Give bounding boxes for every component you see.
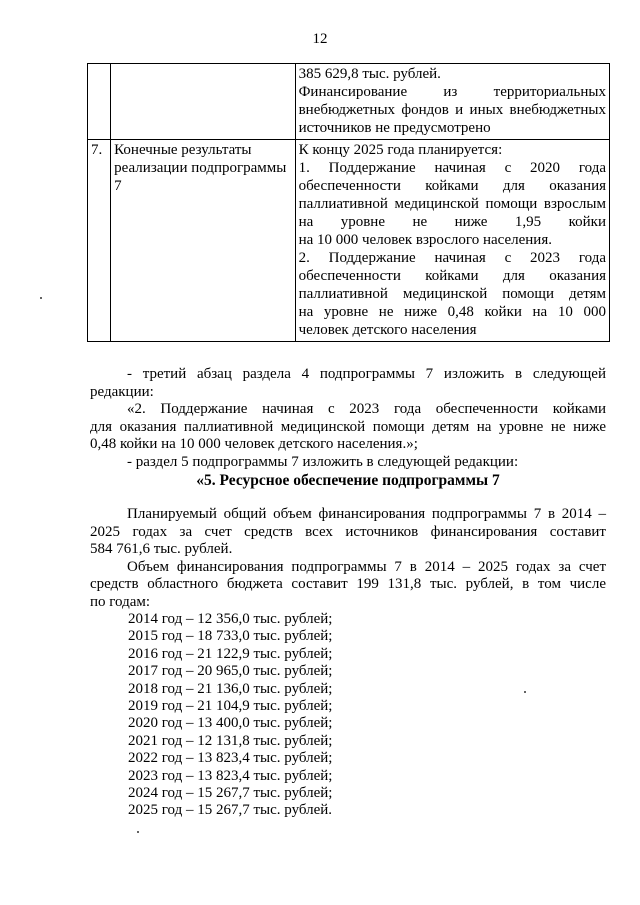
row-name-line: реализации подпрограммы 7	[114, 160, 287, 194]
row-name-cell	[111, 140, 295, 342]
amendment-paragraph	[90, 366, 606, 471]
list-item: 2021 год – 12 131,8 тыс. рублей;	[128, 732, 333, 749]
quote-line: «2. Поддержание начиная с 2023 года обеспеченности койками	[127, 401, 606, 417]
table-text-line: 1. Поддержание начиная с 2020 года	[298, 160, 606, 176]
scan-speck	[40, 297, 42, 299]
table-text-line: паллиативной медицинской помощи взрослым	[298, 196, 606, 212]
table-text-line: 385 629,8 тыс. рублей.	[298, 66, 441, 82]
list-item: 2019 год – 21 104,9 тыс. рублей;	[128, 698, 333, 715]
text-line: 2025 годах за счет средств всех источников финансирования составит	[90, 523, 606, 540]
list-item: 2016 год – 21 122,9 тыс. рублей;	[128, 645, 333, 662]
years-list	[128, 611, 606, 820]
table-text-line: на 10 000 человек взрослого населения.	[298, 232, 552, 248]
list-item: 2024 год – 15 267,7 тыс. рублей;	[128, 785, 333, 802]
text-line: - третий абзац раздела 4 подпрограммы 7 изложить в следующей	[127, 366, 606, 382]
scan-speck	[524, 691, 526, 693]
table-row	[88, 64, 610, 140]
table-text-line: обеспеченности койками для оказания	[298, 268, 606, 284]
table-text-line: 2. Поддержание начиная с 2023 года	[298, 250, 606, 266]
quote-line: для оказания паллиативной медицинской помощи детям на уровне не ниже	[90, 418, 606, 435]
text-line: Объем финансирования подпрограммы 7 в 2014 – 2025 годах за счет	[127, 558, 606, 575]
list-item: 2018 год – 21 136,0 тыс. рублей;	[128, 680, 333, 697]
table-text-line: человек детского населения	[298, 322, 477, 338]
table-text-line: обеспеченности койками для оказания	[298, 178, 606, 194]
list-item: 2015 год – 18 733,0 тыс. рублей;	[128, 628, 333, 645]
text-line: по годам:	[90, 593, 151, 610]
row-name-line: Конечные результаты	[114, 142, 252, 158]
list-item: 2022 год – 13 823,4 тыс. рублей;	[128, 750, 333, 767]
table-row	[88, 140, 610, 342]
row-number-cell	[88, 64, 111, 140]
row-name-cell	[111, 64, 295, 140]
row-content-cell	[295, 140, 609, 342]
table-text-line: на уровне не ниже 0,48 койки на 10 000	[298, 304, 606, 320]
list-item: 2025 год – 15 267,7 тыс. рублей.	[128, 802, 333, 819]
table-text-line: источников не предусмотрено	[298, 120, 491, 136]
text-line: - раздел 5 подпрограммы 7 изложить в следующей редакции:	[127, 453, 519, 470]
table-text-line: К концу 2025 года планируется:	[298, 142, 503, 158]
section-title: «5. Ресурсное обеспечение подпрограммы 7	[196, 472, 500, 489]
list-item: 2017 год – 20 965,0 тыс. рублей;	[128, 663, 333, 680]
table-text-line: паллиативной медицинской помощи детям	[298, 286, 606, 302]
list-item: 2020 год – 13 400,0 тыс. рублей;	[128, 715, 333, 732]
row-content-cell	[295, 64, 609, 140]
text-line: 584 761,6 тыс. рублей.	[90, 541, 233, 557]
scan-speck	[137, 831, 139, 833]
text-line: Планируемый общий объем финансирования подпрограммы 7 в 2014 –	[127, 506, 606, 522]
table-text-line: внебюджетных фондов и иных внебюджетных	[298, 102, 606, 118]
program-table	[87, 63, 610, 342]
quote-line: 0,48 койки на 10 000 человек детского населения.»;	[90, 436, 418, 452]
table-text-line: Финансирование из территориальных	[298, 84, 606, 100]
row-number-cell: 7.	[88, 140, 111, 342]
text-line: средств областного бюджета составит 199 131,8 тыс. рублей, в том числе	[90, 576, 606, 592]
table-text-line: на уровне не ниже 1,95 койки	[298, 214, 606, 230]
list-item: 2023 год – 13 823,4 тыс. рублей;	[128, 767, 333, 784]
page-number: 12	[312, 31, 328, 47]
text-line: редакции:	[90, 383, 154, 400]
financing-paragraph	[90, 506, 606, 820]
list-item: 2014 год – 12 356,0 тыс. рублей;	[128, 611, 333, 627]
